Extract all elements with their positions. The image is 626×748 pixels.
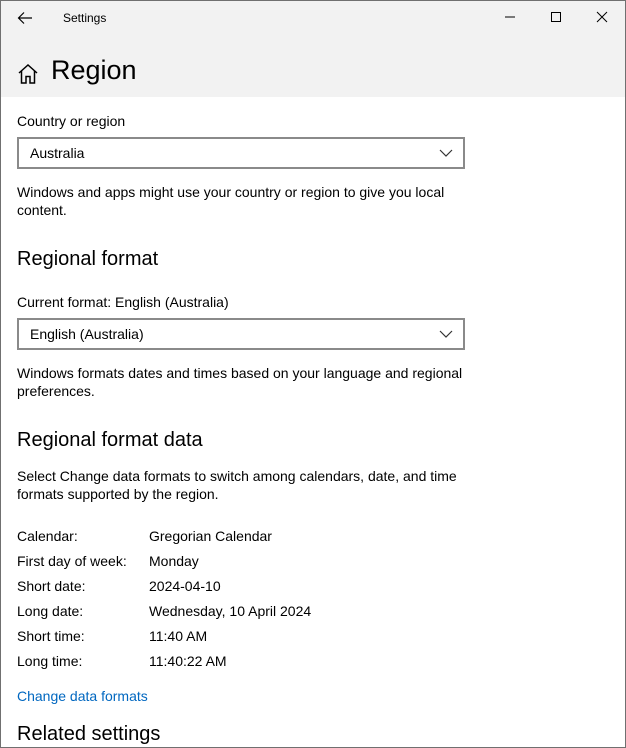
regional-format-description: Windows formats dates and times based on your language and regional preferences. [17,365,463,399]
format-row-key: Long date: [17,603,84,619]
regional-format-dropdown-value: English (Australia) [30,326,144,342]
close-button[interactable] [579,1,625,33]
regional-format-dropdown[interactable] [17,318,465,350]
format-row-key: First day of week: [17,553,127,569]
format-row-calendar [17,528,457,548]
current-format-label: Current format: English (Australia) [17,294,229,310]
app-title: Settings [63,11,107,25]
format-row-key: Short date: [17,578,86,594]
title-bar [1,1,625,35]
format-row-key: Short time: [17,628,85,644]
back-arrow-icon [17,11,33,25]
format-row-short-time [17,628,457,648]
format-row-key: Long time: [17,653,83,669]
country-description: Windows and apps might use your country or region to give you local content. [17,184,445,218]
minimize-button[interactable] [487,1,533,33]
home-icon [17,63,39,85]
page-header [1,35,625,97]
format-row-key: Calendar: [17,528,78,544]
chevron-down-icon [439,147,453,159]
format-row-first-day [17,553,457,573]
format-row-long-date [17,603,457,623]
change-data-formats-link[interactable]: Change data formats [17,688,148,704]
close-icon [596,11,608,23]
page-title: Region [51,55,137,85]
format-row-value: Monday [149,553,199,569]
maximize-icon [550,11,562,23]
regional-format-heading: Regional format [17,248,159,270]
format-row-value: 11:40:22 AM [149,653,227,669]
format-row-value: Gregorian Calendar [149,528,272,544]
window-controls [487,1,625,33]
country-label: Country or region [17,113,126,129]
maximize-button[interactable] [533,1,579,33]
format-row-value: Wednesday, 10 April 2024 [149,603,312,619]
chevron-down-icon [439,328,453,340]
format-row-short-date [17,578,457,598]
format-data-description: Select Change data formats to switch among calendars, date, and time formats supported by the region. [17,468,457,502]
format-row-value: 11:40 AM [149,628,208,644]
country-dropdown[interactable] [17,137,465,169]
format-data-heading: Regional format data [17,429,203,451]
minimize-icon [504,11,516,23]
country-dropdown-value: Australia [30,145,85,161]
back-button[interactable] [9,4,41,32]
format-row-value: 2024-04-10 [149,578,221,594]
related-settings-heading: Related settings [17,723,161,745]
format-row-long-time [17,653,457,673]
